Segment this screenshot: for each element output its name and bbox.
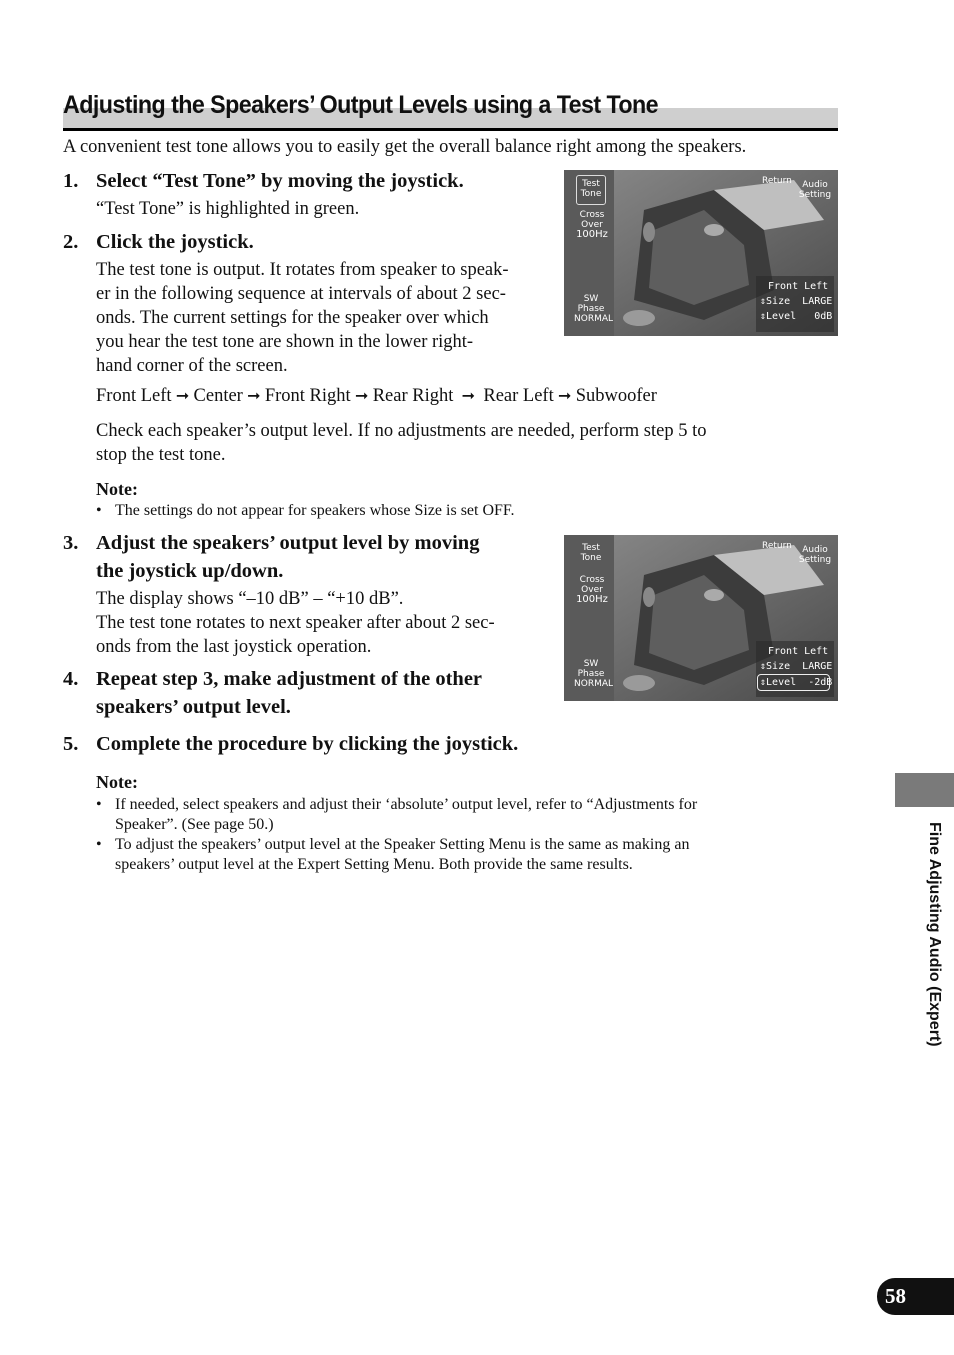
speaker-info-panel (756, 276, 834, 332)
body-line: Check each speaker’s output level. If no adjustments are needed, perform step 5 to (96, 421, 707, 441)
note-heading: Note: (96, 479, 138, 499)
arrow-right-icon: ➞ (175, 386, 190, 405)
step-text: Adjust the speakers’ output level by moving (96, 532, 480, 554)
note-text: To adjust the speakers’ output level at the Speaker Setting Menu is the same as making an (115, 836, 690, 853)
body-line: hand corner of the screen. (96, 356, 288, 376)
step-2-check (96, 419, 706, 467)
level-label: Level (766, 677, 797, 688)
sw-phase-button[interactable] (574, 659, 614, 689)
step-text: speakers’ output level. (96, 696, 291, 718)
section-label: Fine Adjusting Audio (Expert) (926, 822, 943, 1047)
sequence-item: Center (193, 386, 243, 406)
button-label: Over (581, 585, 603, 595)
button-label: Tone (580, 189, 602, 199)
size-label: Size (766, 296, 791, 307)
body-line: you hear the test tone are shown in the lower right- (96, 332, 474, 352)
body-line: er in the following sequence at intervals of about 2 sec- (96, 284, 506, 304)
step-3-body (96, 587, 495, 659)
up-down-icon: ⇕ (760, 677, 767, 688)
button-label: Phase (577, 669, 605, 679)
audio-setting-button[interactable] (796, 545, 834, 565)
button-label: Over (581, 220, 603, 230)
button-label: Test (582, 543, 600, 553)
body-line: stop the test tone. (96, 445, 226, 465)
up-down-icon: ⇕ (760, 296, 767, 307)
step-text: Repeat step 3, make adjustment of the other (96, 668, 483, 690)
step-text: Select “Test Tone” by moving the joystick. (96, 170, 464, 192)
return-button[interactable]: Return (762, 541, 792, 551)
speaker-name: Front Left (768, 281, 829, 292)
note-text: If needed, select speakers and adjust their ‘absolute’ output level, refer to “Adjustments for (115, 796, 698, 813)
note-heading: Note: (96, 772, 138, 792)
bullet-icon: • (96, 836, 102, 853)
button-label: Audio (802, 180, 828, 190)
button-value: 100Hz (576, 229, 608, 240)
level-value: 0dB (814, 311, 833, 322)
sw-phase-button[interactable] (574, 294, 614, 324)
note-text: Speaker”. (See page 50.) (115, 816, 274, 833)
button-label: Audio (802, 545, 828, 555)
test-tone-button[interactable] (576, 540, 606, 570)
cross-over-button[interactable] (576, 210, 608, 240)
screen-image-1 (564, 170, 838, 336)
section-tab (895, 773, 954, 807)
note-text: The settings do not appear for speakers whose Size is set OFF. (115, 502, 515, 519)
button-label: Test (582, 179, 600, 189)
page-number: 58 (877, 1278, 954, 1315)
button-label: Tone (580, 553, 602, 563)
body-line: The test tone rotates to next speaker after about 2 sec- (96, 613, 495, 633)
step-5 (63, 730, 663, 758)
note-text: speakers’ output level at the Expert Setting Menu. Both provide the same results. (115, 856, 633, 873)
sequence-item: Rear Left (483, 386, 554, 406)
sequence-item: Front Right (264, 386, 351, 406)
button-label: Cross (579, 575, 605, 585)
arrow-right-icon: ➞ (461, 386, 476, 405)
body-line: onds. The current settings for the speaker over which (96, 308, 489, 328)
bullet-icon: • (96, 796, 102, 813)
up-down-icon: ⇕ (760, 661, 767, 672)
arrow-right-icon: ➞ (354, 386, 369, 405)
step-2 (63, 228, 563, 256)
body-line: The display shows “–10 dB” – “+10 dB”. (96, 589, 404, 609)
step-number: 2. (63, 231, 79, 253)
sequence-item: Front Left (96, 386, 172, 406)
button-value: NORMAL (574, 314, 614, 324)
sequence-item: Subwoofer (575, 386, 657, 406)
button-label: SW (583, 294, 599, 304)
arrow-right-icon: ➞ (247, 386, 261, 405)
return-button[interactable]: Return (762, 176, 792, 186)
step-text: the joystick up/down. (96, 560, 284, 582)
intro-text: A convenient test tone allows you to easily get the overall balance right among the speakers. (63, 137, 747, 157)
button-value: NORMAL (574, 679, 614, 689)
size-value: LARGE (802, 661, 833, 672)
speaker-info-panel (756, 641, 834, 697)
button-value: 100Hz (576, 594, 608, 605)
button-label: Cross (579, 210, 605, 220)
size-label: Size (766, 661, 791, 672)
speaker-sequence (96, 384, 657, 408)
step-3 (63, 529, 563, 585)
test-tone-button[interactable] (576, 175, 606, 205)
sequence-item: Rear Right (372, 386, 454, 406)
step-1 (63, 167, 563, 195)
step-1-body: “Test Tone” is highlighted in green. (96, 199, 360, 219)
button-label: Setting (798, 190, 832, 200)
arrow-right-icon: ➞ (558, 386, 572, 405)
button-label: SW (583, 659, 599, 669)
step-4 (63, 665, 563, 721)
page-title: Adjusting the Speakers’ Output Levels using a Test Tone (63, 91, 659, 119)
step-number: 5. (63, 733, 79, 755)
button-label: Setting (798, 555, 832, 565)
body-line: onds from the last joystick operation. (96, 637, 372, 657)
screen-image-2 (564, 535, 838, 701)
level-value: -2dB (808, 677, 833, 688)
note-2 (96, 795, 816, 875)
step-number: 1. (63, 170, 79, 192)
body-line: The test tone is output. It rotates from speaker to speak- (96, 260, 509, 280)
step-2-body (96, 258, 509, 378)
cross-over-button[interactable] (576, 575, 608, 605)
button-label: Phase (577, 304, 605, 314)
step-text: Complete the procedure by clicking the joystick. (96, 733, 519, 755)
up-down-icon: ⇕ (760, 311, 767, 322)
size-value: LARGE (802, 296, 833, 307)
step-number: 3. (63, 532, 79, 554)
audio-setting-button[interactable] (796, 180, 834, 200)
level-label: Level (766, 311, 797, 322)
speaker-name: Front Left (768, 646, 829, 657)
step-text: Click the joystick. (96, 231, 254, 253)
note-1 (96, 501, 515, 521)
step-number: 4. (63, 668, 79, 690)
bullet-icon: • (96, 502, 102, 519)
